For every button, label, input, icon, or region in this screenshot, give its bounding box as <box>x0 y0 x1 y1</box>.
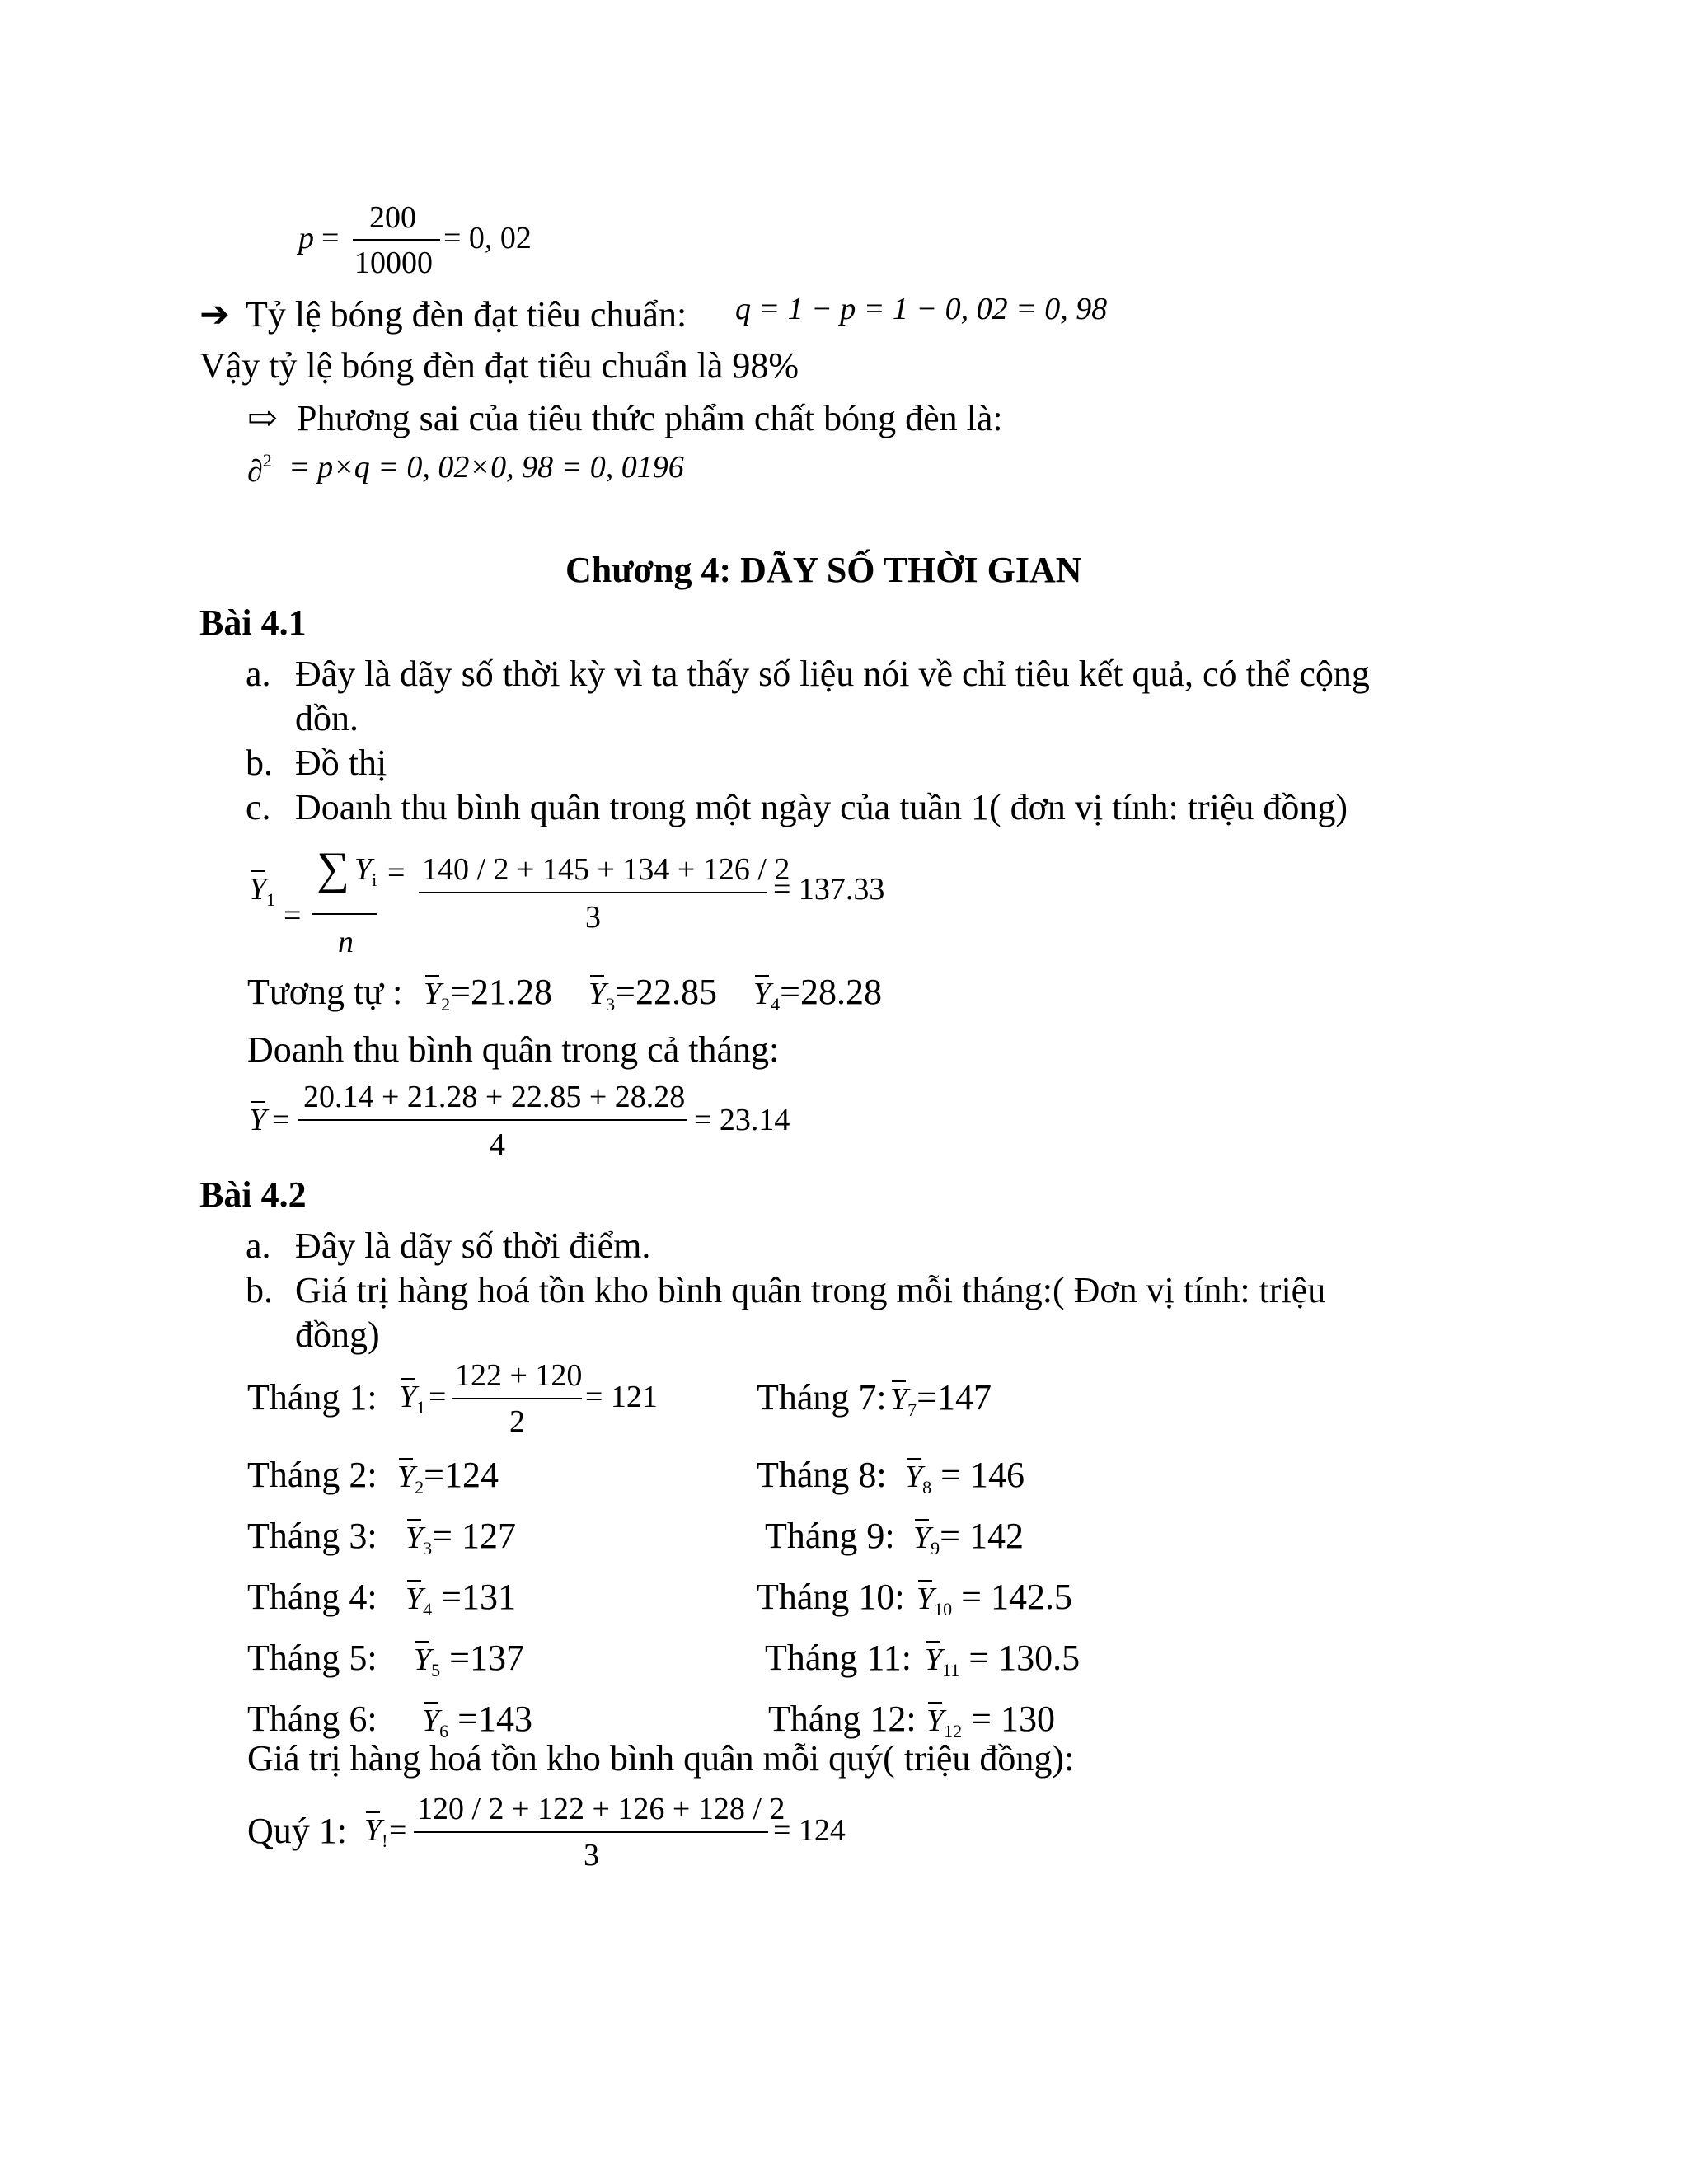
quarter-text: Giá trị hàng hoá tồn kho bình quân mỗi quý( triệu đồng): <box>247 1738 1075 1779</box>
month-9-value: = 142 <box>940 1516 1024 1556</box>
month-1-value: = 121 <box>585 1380 658 1414</box>
month-1-numerator: 122 + 120 <box>455 1358 583 1393</box>
y1-symbol: $Y_1$ <box>249 872 276 910</box>
month-6-label: Tháng 6: <box>247 1699 377 1739</box>
p-equals: = <box>321 221 340 255</box>
month-6-sub: 6 <box>439 1721 449 1741</box>
month-3-label: Tháng 3: <box>247 1516 377 1556</box>
month-8-sub: 8 <box>922 1477 932 1497</box>
hollow-arrow-icon: ⇨ <box>247 398 278 438</box>
month-6-formula: $Y_6 =143$ <box>422 1699 532 1741</box>
y2-value-line: $Y_2=21.28$ <box>424 972 552 1015</box>
month-8-value: = 146 <box>940 1455 1025 1495</box>
month-9-formula: $Y_9= 142$ <box>913 1516 1024 1558</box>
bai42-b-text-1: Giá trị hàng hoá tồn kho bình quân trong mỗi tháng:( Đơn vị tính: triệu <box>295 1270 1326 1310</box>
y1-denominator: 3 <box>585 900 601 935</box>
month-3-value: = 127 <box>432 1516 516 1556</box>
arrow-icon: ➔ <box>199 294 230 335</box>
bai41-b-text: Đồ thị <box>295 743 387 783</box>
month-avg-text: Doanh thu bình quân trong cả tháng: <box>247 1029 780 1070</box>
bai-4-2-title: Bài 4.2 <box>199 1174 307 1215</box>
sum-equals: = <box>387 855 406 890</box>
p-numerator: 200 <box>369 200 416 235</box>
month-5-label: Tháng 5: <box>247 1638 377 1678</box>
month-4-value: =131 <box>441 1577 516 1617</box>
variance-formula: = p×q = 0, 02×0, 98 = 0, 0196 <box>288 450 684 485</box>
month-3-sub: 3 <box>423 1538 433 1558</box>
month-12-formula: $Y_{12} = 130$ <box>926 1699 1055 1741</box>
month-10-label: Tháng 10: <box>757 1577 905 1617</box>
month-6-value: =143 <box>457 1699 532 1739</box>
month-11-formula: $Y_{11} = 130.5$ <box>925 1638 1081 1680</box>
quarter-1-sub: ! <box>382 1830 388 1851</box>
y4-value: =28.28 <box>780 972 882 1012</box>
month-4-label: Tháng 4: <box>247 1577 377 1617</box>
quarter-1-denominator: 3 <box>584 1838 599 1872</box>
y3-value: =22.85 <box>615 972 717 1012</box>
p-result: = 0, 02 <box>443 221 532 255</box>
bai42-b-label: b. <box>246 1270 273 1310</box>
variance-symbol: ∂$^2$ <box>247 450 272 489</box>
sum-symbol: ∑ <box>316 843 349 894</box>
month-fraction-line <box>298 1119 687 1121</box>
month-10-value: = 142.5 <box>961 1577 1072 1617</box>
month-7-sub: 7 <box>907 1399 917 1420</box>
y1-numerator: 140 / 2 + 145 + 134 + 126 / 2 <box>422 852 790 887</box>
month-9-label: Tháng 9: <box>765 1516 895 1556</box>
quarter-1-label: Quý 1: <box>247 1811 347 1851</box>
month-12-sub: 12 <box>944 1721 963 1741</box>
q-line-text: Tỷ lệ bóng đèn đạt tiêu chuẩn: <box>246 294 687 335</box>
bai42-b-text-2: đồng) <box>295 1315 380 1355</box>
month-7-label: Tháng 7: <box>757 1377 887 1418</box>
bai41-b-label: b. <box>246 743 273 783</box>
month-11-value: = 130.5 <box>968 1638 1081 1678</box>
month-8-label: Tháng 8: <box>757 1455 887 1495</box>
month-numerator: 20.14 + 21.28 + 22.85 + 28.28 <box>303 1080 686 1114</box>
month-11-label: Tháng 11: <box>765 1638 912 1678</box>
variance-text: Phương sai của tiêu thức phẩm chất bóng đèn là: <box>297 398 1003 438</box>
conclusion-text: Vậy tỷ lệ bóng đèn đạt tiêu chuẩn là 98% <box>199 345 799 386</box>
month-7-value: =147 <box>917 1377 992 1418</box>
bai42-a-label: a. <box>246 1226 271 1266</box>
bai41-a-text-2: dồn. <box>295 698 359 738</box>
month-11-sub: 11 <box>942 1660 960 1680</box>
month-1-label: Tháng 1: <box>247 1377 377 1418</box>
month-1-symbol: $Y_1$ <box>399 1380 426 1418</box>
bai41-c-text: Doanh thu bình quân trong một ngày của tuần 1( đơn vị tính: triệu đồng) <box>295 787 1348 827</box>
month-result: = 23.14 <box>694 1103 790 1137</box>
y-bar-equals: = <box>272 1103 290 1137</box>
y2-value: =21.28 <box>450 972 552 1012</box>
y3-value-line: $Y_3=22.85$ <box>588 972 717 1015</box>
bai41-c-label: c. <box>246 787 271 827</box>
bai-4-1-title: Bài 4.1 <box>199 602 307 643</box>
bai41-a-label: a. <box>246 654 271 694</box>
month-7-formula: $Y_7=147$ <box>890 1377 992 1420</box>
month-8-formula: $Y_8 = 146$ <box>905 1455 1025 1497</box>
month-4-sub: 4 <box>423 1599 433 1619</box>
sum-fraction-line <box>312 913 377 915</box>
month-2-sub: 2 <box>415 1477 424 1497</box>
bai42-a-text: Đây là dãy số thời điểm. <box>295 1226 651 1266</box>
month-2-value: =124 <box>424 1455 499 1495</box>
p-denominator: 10000 <box>354 246 433 280</box>
month-5-sub: 5 <box>431 1660 441 1680</box>
quarter-1-result: = 124 <box>773 1813 846 1848</box>
q-line-formula: q = 1 − p = 1 − 0, 02 = 0, 98 <box>735 292 1108 326</box>
sum-yi: $Y_i$ <box>354 852 377 890</box>
month-5-formula: $Y_5 =137$ <box>414 1638 524 1680</box>
quarter-1-fraction-line <box>414 1831 768 1833</box>
y1-result: = 137.33 <box>773 872 885 907</box>
month-5-value: =137 <box>449 1638 524 1678</box>
p-symbol: p <box>298 221 314 255</box>
quarter-1-numerator: 120 / 2 + 122 + 126 + 128 / 2 <box>417 1792 785 1826</box>
similar-label: Tương tự : <box>247 972 403 1012</box>
month-12-value: = 130 <box>971 1699 1055 1739</box>
p-fraction-line <box>353 239 440 241</box>
month-3-formula: $Y_3= 127$ <box>406 1516 516 1558</box>
y-bar-symbol: Y <box>249 1103 267 1137</box>
quarter-1-symbol: $Y_!$ <box>364 1813 388 1851</box>
quarter-1-equals: = <box>389 1813 407 1848</box>
y1-equals: = <box>284 898 302 933</box>
month-2-label: Tháng 2: <box>247 1455 377 1495</box>
month-12-label: Tháng 12: <box>768 1699 917 1739</box>
month-1-denominator: 2 <box>509 1404 525 1439</box>
bai41-a-text-1: Đây là dãy số thời kỳ vì ta thấy số liệu nói về chỉ tiêu kết quả, có thể cộng <box>295 654 1370 694</box>
month-4-formula: $Y_4 =131$ <box>406 1577 516 1619</box>
month-denominator: 4 <box>490 1127 505 1162</box>
month-10-formula: $Y_{10} = 142.5$ <box>917 1577 1072 1619</box>
month-1-fraction-line <box>452 1398 582 1399</box>
sum-n: n <box>338 925 354 959</box>
month-10-sub: 10 <box>934 1599 953 1619</box>
y4-value-line: $Y_4=28.28$ <box>753 972 882 1015</box>
month-2-formula: $Y_2=124$ <box>397 1455 499 1497</box>
chapter-title: Chương 4: DÃY SỐ THỜI GIAN <box>565 550 1082 590</box>
y1-fraction-line <box>419 892 767 893</box>
month-9-sub: 9 <box>931 1538 940 1558</box>
month-1-equals: = <box>429 1380 447 1414</box>
